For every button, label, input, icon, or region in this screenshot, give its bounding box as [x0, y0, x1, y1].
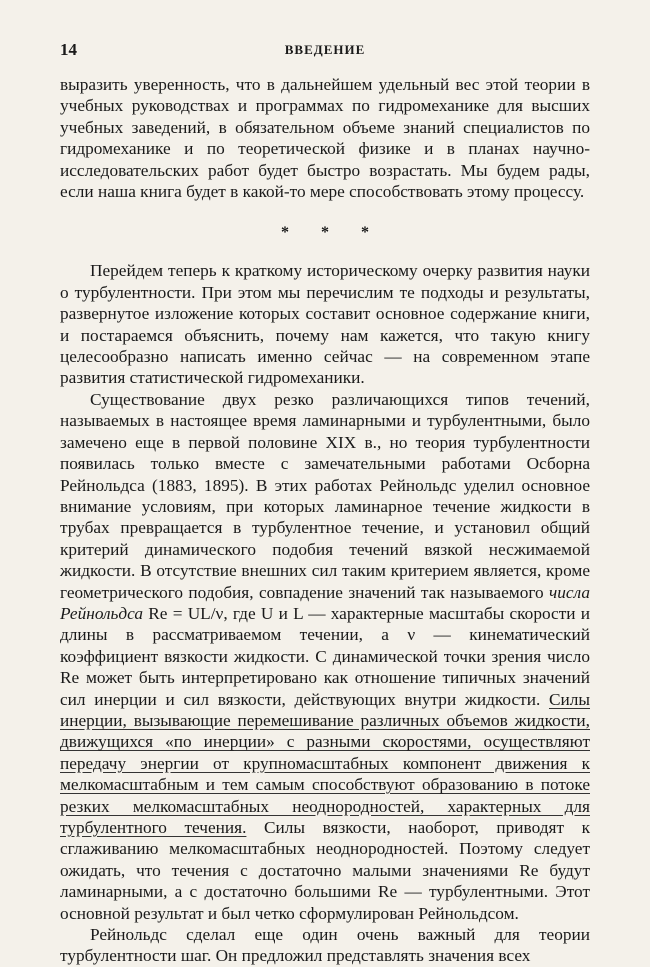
reynolds-text-b: Re = UL/ν, где U и L — характерные масштабы скорости и длины в рассматриваемом течении, а ν — кинематический коэффициент вязкости жидкости. С динамической точки зрения число Re может быть интерпретировано как отношение типичных значений сил инерции и сил вязкости, действующих внутри жидкости. [60, 603, 590, 709]
underlined-passage: Силы инерции, вызывающие перемешивание различных объемов жидкости, движущихся «по инерции» с разными скоростями, осуществляют передачу энергии от крупномасштабных компонент движения к мелкомасштабным и тем самым способствуют образованию в потоке резких мелкомасштабных неоднородностей, характерных для турбулентного течения. [60, 689, 590, 837]
paragraph-reynolds-step: Рейнольдс сделал еще один очень важный для теории турбулентности шаг. Он предложил представлять значения всех [60, 925, 590, 966]
paragraph-reynolds [60, 389, 590, 924]
running-title: ВВЕДЕНИЕ [284, 42, 366, 57]
reynolds-text-c: Силы вязкости, наоборот, приводят к сглаживанию мелкомасштабных неоднородностей. Поэтому следует ожидать, что течения с достаточно малыми значениями Re будут ламинарными, а с достаточно большими Re — турбулентными. Этот основной результат и был четко сформулирован Рейнольдсом. [60, 818, 591, 923]
paragraph-history-intro: Перейдем теперь к краткому историческому очерку развития науки о турбулентности. При этом мы перечислим те подходы и результаты, развернутое изложение которых составит основное содержание книги, и постараемся объяснить, почему нам кажется, что такую книгу целесообразно написать именно сейчас — на современном этапе развития статистической гидромеханики. [60, 261, 590, 388]
page-number: 14 [60, 40, 77, 59]
page-body [60, 74, 590, 967]
reynolds-text-a: Существование двух резко различающихся типов течений, называемых в настоящее время ламинарными и турбулентными, было замечено еще в первой половине XIX в., но теория турбулентности появилась только вместе с замечательными работами Осборна Рейнольдса (1883, 1895). В этих работах Рейнольдс уделил основное внимание условиям, при которых ламинарное течение жидкости в трубах превращается в турбулентное течение, и установил общий критерий динамического подобия течений вязкой несжимаемой жидкости. В отсутствие внешних сил таким критерием является, кроме геометрического подобия, совпадение значений так называемого [60, 389, 590, 602]
page-header [60, 40, 590, 64]
paragraph-continuation: выразить уверенность, что в дальнейшем удельный вес этой теории в учебных руководствах и программах по гидромеханике для высших учебных заведений, в обязательном объеме знаний специалистов по гидромеханике и по теоретической физике и в планах научно-исследовательских работ будет быстро возрастать. Мы будем рады, если наша книга будет в какой-то мере способствовать этому процессу. [60, 75, 590, 202]
reynolds-number-term: числа Рейнольдса [60, 582, 590, 623]
section-separator: * * * [281, 224, 383, 242]
